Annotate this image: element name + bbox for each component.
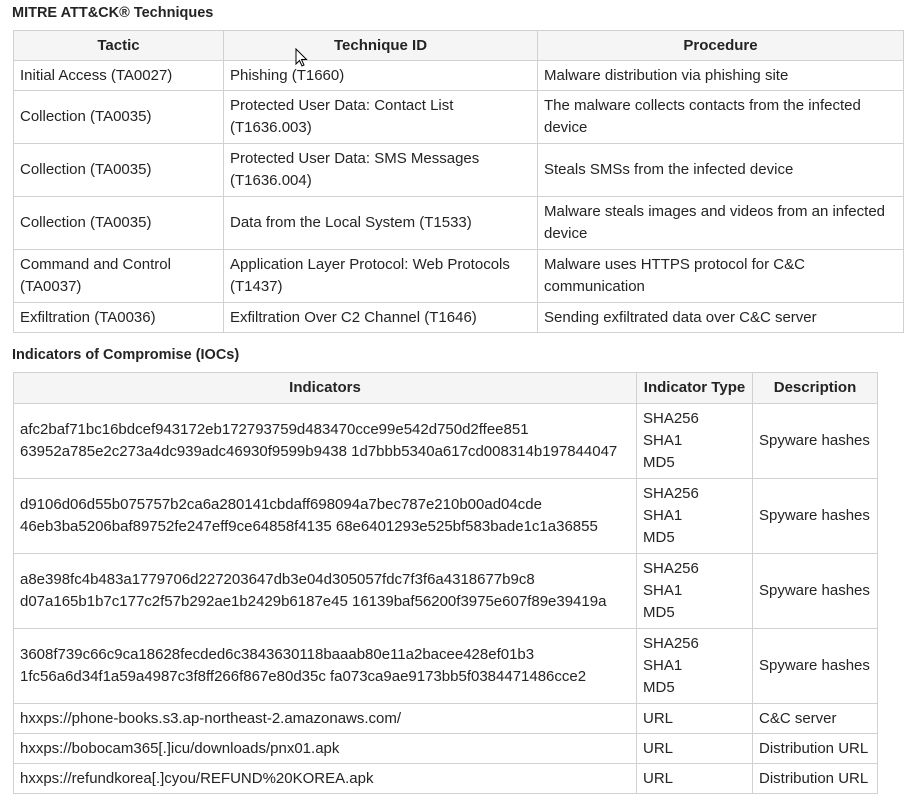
procedure-cell: Steals SMSs from the infected device	[538, 144, 904, 197]
table-header-row	[14, 373, 878, 404]
table-row	[14, 91, 904, 144]
description-cell: Spyware hashes	[753, 404, 878, 479]
description-cell: Distribution URL	[753, 764, 878, 794]
description-cell: Spyware hashes	[753, 554, 878, 629]
iocs-heading: Indicators of Compromise (IOCs)	[12, 347, 240, 363]
technique-cell: Protected User Data: SMS Messages (T1636.004)	[224, 144, 538, 197]
indicator-type-cell: SHA256 SHA1 MD5	[637, 479, 753, 554]
procedure-cell: The malware collects contacts from the infected device	[538, 91, 904, 144]
table-row	[14, 629, 878, 704]
iocs-table	[13, 372, 878, 794]
procedure-cell: Malware steals images and videos from an infected device	[538, 197, 904, 250]
tactic-cell: Collection (TA0035)	[14, 144, 224, 197]
indicator-cell: afc2baf71bc16bdcef943172eb172793759d483470cce99e542d750d2ffee851 63952a785e2c273a4dc939adc46930f9599b9438 1d7bbb5340a617cd008314b197844047	[14, 404, 637, 479]
indicator-cell: a8e398fc4b483a1779706d227203647db3e04d305057fdc7f3f6a4318677b9c8 d07a165b1b7c177c2f57b292ae1b2429b6187e45 16139baf56200f3975e607f89e39419a	[14, 554, 637, 629]
indicator-cell: hxxps://phone-books.s3.ap-northeast-2.amazonaws.com/	[14, 704, 637, 734]
description-cell: Distribution URL	[753, 734, 878, 764]
table-row	[14, 61, 904, 91]
indicator-cell: hxxps://refundkorea[.]cyou/REFUND%20KOREA.apk	[14, 764, 637, 794]
procedure-cell: Malware distribution via phishing site	[538, 61, 904, 91]
tactic-cell: Exfiltration (TA0036)	[14, 303, 224, 333]
mitre-heading: MITRE ATT&CK® Techniques	[12, 5, 214, 21]
table-row	[14, 479, 878, 554]
table-row	[14, 764, 878, 794]
tactic-cell: Collection (TA0035)	[14, 91, 224, 144]
indicator-cell: hxxps://bobocam365[.]icu/downloads/pnx01.apk	[14, 734, 637, 764]
indicator-type-cell: URL	[637, 764, 753, 794]
technique-cell: Protected User Data: Contact List (T1636.003)	[224, 91, 538, 144]
table-row	[14, 250, 904, 303]
table-row	[14, 303, 904, 333]
procedure-cell: Malware uses HTTPS protocol for C&C communication	[538, 250, 904, 303]
tactic-cell: Initial Access (TA0027)	[14, 61, 224, 91]
description-cell: C&C server	[753, 704, 878, 734]
column-header-indicator-type: Indicator Type	[637, 373, 753, 404]
table-row	[14, 404, 878, 479]
column-header-tactic: Tactic	[14, 31, 224, 61]
technique-cell: Data from the Local System (T1533)	[224, 197, 538, 250]
table-row	[14, 197, 904, 250]
column-header-technique-id: Technique ID	[224, 31, 538, 61]
tactic-cell: Collection (TA0035)	[14, 197, 224, 250]
table-row	[14, 704, 878, 734]
column-header-indicators: Indicators	[14, 373, 637, 404]
technique-cell: Phishing (T1660)	[224, 61, 538, 91]
indicator-cell: 3608f739c66c9ca18628fecded6c3843630118baaab80e11a2bacee428ef01b3 1fc56a6d34f1a59a4987c3f8ff266f867e80d35c fa073ca9ae9173bb5f0384471486cce2	[14, 629, 637, 704]
technique-cell: Application Layer Protocol: Web Protocols (T1437)	[224, 250, 538, 303]
indicator-type-cell: SHA256 SHA1 MD5	[637, 404, 753, 479]
indicator-cell: d9106d06d55b075757b2ca6a280141cbdaff698094a7bec787e210b00ad04cde 46eb3ba5206baf89752fe247eff9ce64858f4135 68e6401293e525bf583bade1c1a36855	[14, 479, 637, 554]
indicator-type-cell: SHA256 SHA1 MD5	[637, 629, 753, 704]
description-cell: Spyware hashes	[753, 629, 878, 704]
procedure-cell: Sending exfiltrated data over C&C server	[538, 303, 904, 333]
table-row	[14, 734, 878, 764]
table-row	[14, 144, 904, 197]
column-header-description: Description	[753, 373, 878, 404]
table-header-row	[14, 31, 904, 61]
technique-cell: Exfiltration Over C2 Channel (T1646)	[224, 303, 538, 333]
tactic-cell: Command and Control (TA0037)	[14, 250, 224, 303]
mitre-techniques-table	[13, 30, 904, 333]
indicator-type-cell: SHA256 SHA1 MD5	[637, 554, 753, 629]
column-header-procedure: Procedure	[538, 31, 904, 61]
indicator-type-cell: URL	[637, 734, 753, 764]
indicator-type-cell: URL	[637, 704, 753, 734]
description-cell: Spyware hashes	[753, 479, 878, 554]
table-row	[14, 554, 878, 629]
